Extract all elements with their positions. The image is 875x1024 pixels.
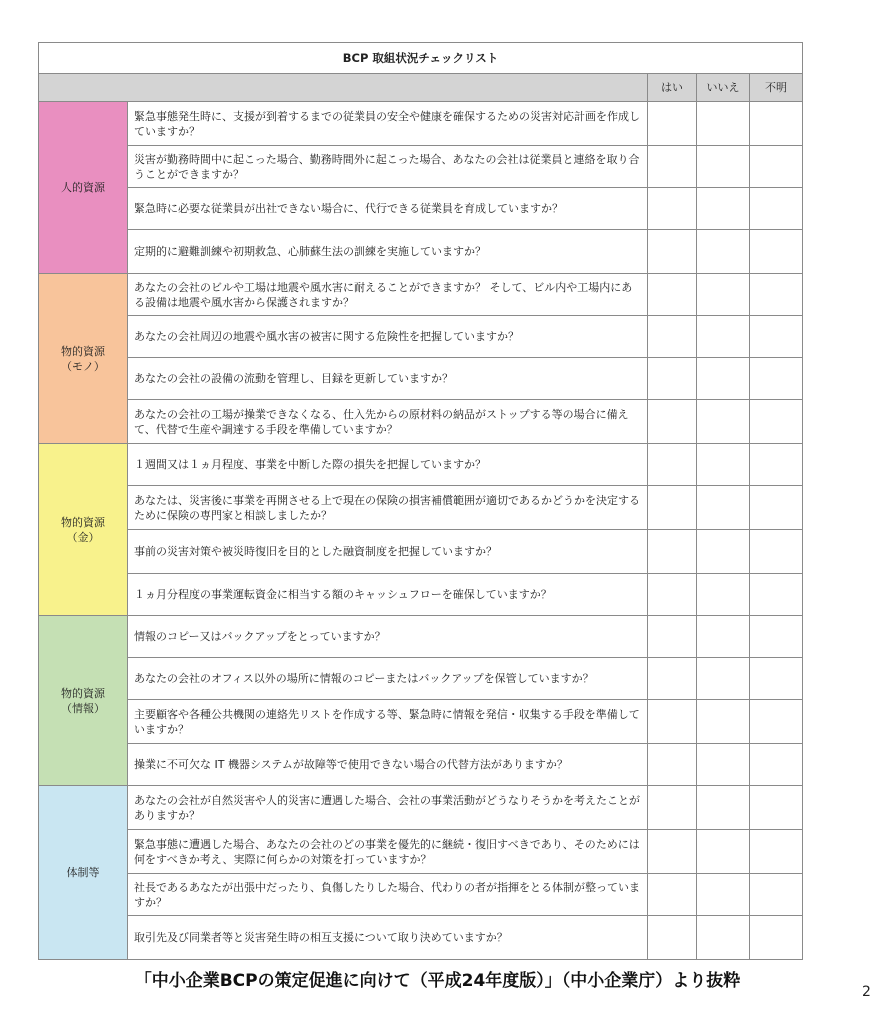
category-cell: 人的資源 [39, 102, 128, 274]
answer-cell-unknown[interactable] [750, 230, 803, 274]
source-citation: 「中小企業BCPの策定促進に向けて（平成24年度版）」（中小企業庁）より抜粋 [134, 971, 741, 991]
table-header-row [39, 74, 803, 102]
answer-cell-yes[interactable] [648, 146, 697, 188]
table-row [39, 358, 803, 400]
answer-cell-unknown[interactable] [750, 274, 803, 316]
answer-cell-unknown[interactable] [750, 530, 803, 574]
answer-cell-yes[interactable] [648, 400, 697, 444]
answer-cell-yes[interactable] [648, 916, 697, 960]
answer-cell-unknown[interactable] [750, 658, 803, 700]
question-text: あなたの会社の工場が操業できなくなる、仕入先からの原材料の納品がストップする等の場合に備えて、代替で生産や調達する手段を準備していますか？ [128, 400, 648, 444]
answer-cell-unknown[interactable] [750, 316, 803, 358]
answer-cell-no[interactable] [697, 230, 750, 274]
answer-cell-yes[interactable] [648, 358, 697, 400]
answer-cell-unknown[interactable] [750, 358, 803, 400]
answer-cell-no[interactable] [697, 786, 750, 830]
column-header-yes: はい [648, 74, 697, 102]
answer-cell-no[interactable] [697, 146, 750, 188]
answer-cell-no[interactable] [697, 874, 750, 916]
table-row [39, 744, 803, 786]
answer-cell-yes[interactable] [648, 444, 697, 486]
table-row [39, 574, 803, 616]
answer-cell-no[interactable] [697, 274, 750, 316]
question-text: あなたの会社の設備の流動を管理し、目録を更新していますか？ [128, 358, 648, 400]
question-text: 主要顧客や各種公共機関の連絡先リストを作成する等、緊急時に情報を発信・収集する手段を準備していますか？ [128, 700, 648, 744]
answer-cell-no[interactable] [697, 744, 750, 786]
table-row [39, 874, 803, 916]
category-cell: 体制等 [39, 786, 128, 960]
answer-cell-unknown[interactable] [750, 574, 803, 616]
question-text: 事前の災害対策や被災時復旧を目的とした融資制度を把握していますか？ [128, 530, 648, 574]
answer-cell-yes[interactable] [648, 230, 697, 274]
table-row [39, 830, 803, 874]
table-row [39, 444, 803, 486]
answer-cell-unknown[interactable] [750, 700, 803, 744]
answer-cell-yes[interactable] [648, 830, 697, 874]
answer-cell-no[interactable] [697, 316, 750, 358]
table-row [39, 102, 803, 146]
answer-cell-yes[interactable] [648, 874, 697, 916]
table-row [39, 188, 803, 230]
answer-cell-yes[interactable] [648, 274, 697, 316]
table-row [39, 146, 803, 188]
table-row [39, 486, 803, 530]
table-row [39, 658, 803, 700]
answer-cell-unknown[interactable] [750, 444, 803, 486]
answer-cell-no[interactable] [697, 400, 750, 444]
answer-cell-yes[interactable] [648, 658, 697, 700]
column-header-unknown: 不明 [750, 74, 803, 102]
table-row [39, 230, 803, 274]
answer-cell-no[interactable] [697, 830, 750, 874]
answer-cell-unknown[interactable] [750, 616, 803, 658]
table-row [39, 916, 803, 960]
question-text: 定期的に避難訓練や初期救急、心肺蘇生法の訓練を実施していますか？ [128, 230, 648, 274]
answer-cell-yes[interactable] [648, 102, 697, 146]
question-text: 緊急時に必要な従業員が出社できない場合に、代行できる従業員を育成していますか？ [128, 188, 648, 230]
table-title-row [39, 43, 803, 74]
column-header-no: いいえ [697, 74, 750, 102]
answer-cell-no[interactable] [697, 658, 750, 700]
table-row [39, 316, 803, 358]
table-row [39, 530, 803, 574]
answer-cell-unknown[interactable] [750, 786, 803, 830]
question-text: 緊急事態発生時に、支援が到着するまでの従業員の安全や健康を確保するための災害対応計画を作成していますか？ [128, 102, 648, 146]
question-text: あなたの会社周辺の地震や風水害の被害に関する危険性を把握していますか？ [128, 316, 648, 358]
question-text: 社長であるあなたが出張中だったり、負傷したりした場合、代わりの者が指揮をとる体制が整っていますか？ [128, 874, 648, 916]
table-row [39, 700, 803, 744]
question-text: 災害が勤務時間中に起こった場合、勤務時間外に起こった場合、あなたの会社は従業員と連絡を取り合うことができますか？ [128, 146, 648, 188]
answer-cell-unknown[interactable] [750, 102, 803, 146]
bcp-checklist-table [38, 42, 803, 960]
answer-cell-yes[interactable] [648, 316, 697, 358]
answer-cell-yes[interactable] [648, 530, 697, 574]
answer-cell-yes[interactable] [648, 188, 697, 230]
answer-cell-no[interactable] [697, 916, 750, 960]
answer-cell-yes[interactable] [648, 700, 697, 744]
answer-cell-no[interactable] [697, 444, 750, 486]
answer-cell-no[interactable] [697, 700, 750, 744]
answer-cell-yes[interactable] [648, 744, 697, 786]
question-text: あなたの会社のオフィス以外の場所に情報のコピーまたはバックアップを保管していますか？ [128, 658, 648, 700]
answer-cell-unknown[interactable] [750, 916, 803, 960]
answer-cell-unknown[interactable] [750, 830, 803, 874]
question-text: あなたの会社が自然災害や人的災害に遭遇した場合、会社の事業活動がどうなりそうかを考えたことがありますか？ [128, 786, 648, 830]
table-row [39, 786, 803, 830]
question-text: 情報のコピー又はバックアップをとっていますか？ [128, 616, 648, 658]
table-row [39, 274, 803, 316]
category-cell: 物的資源 （モノ） [39, 274, 128, 444]
answer-cell-yes[interactable] [648, 574, 697, 616]
category-cell: 物的資源 （金） [39, 444, 128, 616]
table-row [39, 400, 803, 444]
table-title: BCP 取組状況チェックリスト [39, 43, 803, 74]
answer-cell-unknown[interactable] [750, 400, 803, 444]
answer-cell-no[interactable] [697, 530, 750, 574]
question-text: あなたは、災害後に事業を再開させる上で現在の保険の損害補償範囲が適切であるかどうかを決定するために保険の専門家と相談しましたか？ [128, 486, 648, 530]
category-cell: 物的資源 （情報） [39, 616, 128, 786]
page-number: 2 [862, 984, 871, 1000]
answer-cell-unknown[interactable] [750, 874, 803, 916]
header-spacer [39, 74, 648, 102]
question-text: 緊急事態に遭遇した場合、あなたの会社のどの事業を優先的に継続・復旧すべきであり、そのためには何をすべきか考え、実際に何らかの対策を打っていますか？ [128, 830, 648, 874]
answer-cell-no[interactable] [697, 574, 750, 616]
answer-cell-unknown[interactable] [750, 146, 803, 188]
question-text: １ヵ月分程度の事業運転資金に相当する額のキャッシュフローを確保していますか？ [128, 574, 648, 616]
answer-cell-yes[interactable] [648, 616, 697, 658]
question-text: １週間又は１ヵ月程度、事業を中断した際の損失を把握していますか？ [128, 444, 648, 486]
answer-cell-no[interactable] [697, 616, 750, 658]
answer-cell-no[interactable] [697, 358, 750, 400]
answer-cell-yes[interactable] [648, 786, 697, 830]
answer-cell-no[interactable] [697, 486, 750, 530]
question-text: 取引先及び同業者等と災害発生時の相互支援について取り決めていますか？ [128, 916, 648, 960]
answer-cell-no[interactable] [697, 188, 750, 230]
answer-cell-yes[interactable] [648, 486, 697, 530]
question-text: 操業に不可欠な IT 機器システムが故障等で使用できない場合の代替方法がありますか？ [128, 744, 648, 786]
answer-cell-no[interactable] [697, 102, 750, 146]
question-text: あなたの会社のビルや工場は地震や風水害に耐えることができますか？ そして、ビル内や工場内にある設備は地震や風水害から保護されますか？ [128, 274, 648, 316]
answer-cell-unknown[interactable] [750, 188, 803, 230]
answer-cell-unknown[interactable] [750, 486, 803, 530]
answer-cell-unknown[interactable] [750, 744, 803, 786]
table-row [39, 616, 803, 658]
